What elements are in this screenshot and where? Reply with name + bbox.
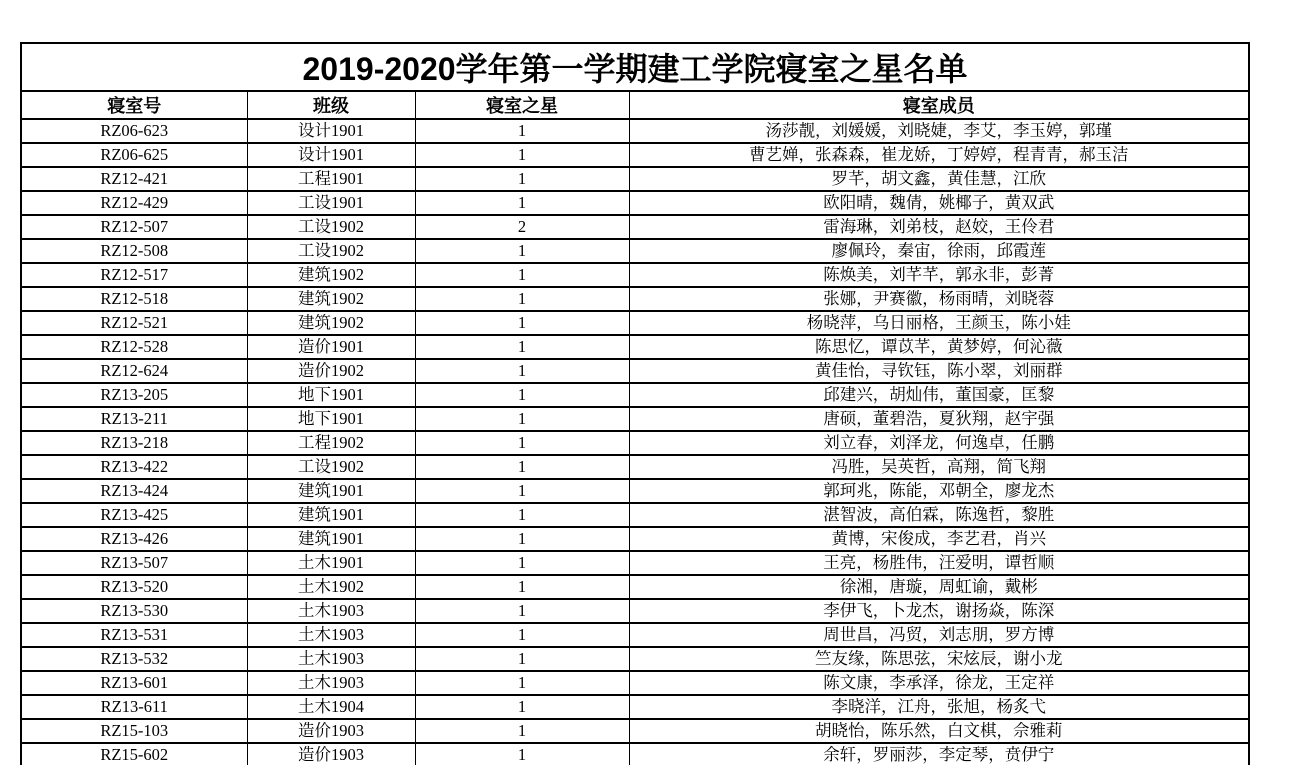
- table-row: [21, 383, 1249, 407]
- table-row: [21, 743, 1249, 765]
- members-cell: 陈焕美，刘芊芊，郭永非，彭菁: [629, 263, 1249, 287]
- stars-cell: 2: [415, 215, 629, 239]
- stars-cell: 1: [415, 407, 629, 431]
- room-cell: RZ12-508: [21, 239, 247, 263]
- table-row: [21, 143, 1249, 167]
- stars-cell: 1: [415, 551, 629, 575]
- stars-cell: 1: [415, 311, 629, 335]
- members-cell: 张娜，尹赛徽，杨雨晴，刘晓蓉: [629, 287, 1249, 311]
- class-cell: 设计1901: [247, 143, 415, 167]
- stars-cell: 1: [415, 287, 629, 311]
- members-cell: 邱建兴，胡灿伟，董国豪，匡黎: [629, 383, 1249, 407]
- stars-cell: 1: [415, 503, 629, 527]
- table-row: [21, 671, 1249, 695]
- stars-cell: 1: [415, 239, 629, 263]
- stars-cell: 1: [415, 383, 629, 407]
- table-title: 2019-2020学年第一学期建工学院寝室之星名单: [21, 43, 1249, 91]
- stars-cell: 1: [415, 623, 629, 647]
- room-cell: RZ13-425: [21, 503, 247, 527]
- room-cell: RZ13-530: [21, 599, 247, 623]
- members-cell: 汤莎靓，刘媛媛，刘晓婕，李艾，李玉婷，郭瑾: [629, 119, 1249, 143]
- class-cell: 土木1903: [247, 623, 415, 647]
- stars-cell: 1: [415, 479, 629, 503]
- table-row: [21, 455, 1249, 479]
- room-cell: RZ13-507: [21, 551, 247, 575]
- table-row: [21, 431, 1249, 455]
- class-cell: 土木1901: [247, 551, 415, 575]
- table-row: [21, 551, 1249, 575]
- class-cell: 工设1901: [247, 191, 415, 215]
- stars-cell: 1: [415, 695, 629, 719]
- class-cell: 工程1901: [247, 167, 415, 191]
- stars-cell: 1: [415, 263, 629, 287]
- room-cell: RZ13-611: [21, 695, 247, 719]
- room-cell: RZ15-103: [21, 719, 247, 743]
- members-cell: 周世昌，冯贸，刘志朋，罗方博: [629, 623, 1249, 647]
- table-row: [21, 527, 1249, 551]
- members-cell: 陈文康，李承泽，徐龙，王定祥: [629, 671, 1249, 695]
- stars-cell: 1: [415, 359, 629, 383]
- table-row: [21, 263, 1249, 287]
- room-cell: RZ06-623: [21, 119, 247, 143]
- members-cell: 李晓洋，江舟，张旭，杨炙弋: [629, 695, 1249, 719]
- stars-cell: 1: [415, 455, 629, 479]
- table-row: [21, 575, 1249, 599]
- table-row: [21, 719, 1249, 743]
- class-cell: 土木1902: [247, 575, 415, 599]
- class-cell: 土木1903: [247, 647, 415, 671]
- room-cell: RZ12-517: [21, 263, 247, 287]
- stars-cell: 1: [415, 527, 629, 551]
- room-cell: RZ13-422: [21, 455, 247, 479]
- room-cell: RZ12-507: [21, 215, 247, 239]
- table-row: [21, 215, 1249, 239]
- class-cell: 造价1901: [247, 335, 415, 359]
- class-cell: 土木1903: [247, 599, 415, 623]
- class-cell: 地下1901: [247, 383, 415, 407]
- members-cell: 郭珂兆，陈能，邓朝全，廖龙杰: [629, 479, 1249, 503]
- stars-cell: 1: [415, 335, 629, 359]
- table-row: [21, 119, 1249, 143]
- stars-cell: 1: [415, 167, 629, 191]
- stars-cell: 1: [415, 599, 629, 623]
- members-cell: 湛智波，高伯霖，陈逸哲，黎胜: [629, 503, 1249, 527]
- members-cell: 胡晓怡，陈乐然，白文棋，佘雅莉: [629, 719, 1249, 743]
- room-cell: RZ13-205: [21, 383, 247, 407]
- room-cell: RZ13-426: [21, 527, 247, 551]
- room-cell: RZ12-624: [21, 359, 247, 383]
- column-header-class: 班级: [247, 91, 415, 119]
- class-cell: 地下1901: [247, 407, 415, 431]
- room-cell: RZ13-532: [21, 647, 247, 671]
- room-cell: RZ13-601: [21, 671, 247, 695]
- stars-cell: 1: [415, 119, 629, 143]
- table-row: [21, 623, 1249, 647]
- stars-cell: 1: [415, 671, 629, 695]
- table-row: [21, 503, 1249, 527]
- class-cell: 工设1902: [247, 215, 415, 239]
- stars-cell: 1: [415, 191, 629, 215]
- room-cell: RZ12-421: [21, 167, 247, 191]
- class-cell: 设计1901: [247, 119, 415, 143]
- members-cell: 徐湘，唐璇，周虹谕，戴彬: [629, 575, 1249, 599]
- class-cell: 工设1902: [247, 455, 415, 479]
- members-cell: 黄佳怡，寻钦钰，陈小翠，刘丽群: [629, 359, 1249, 383]
- members-cell: 竺友缘，陈思弦，宋炫辰，谢小龙: [629, 647, 1249, 671]
- class-cell: 建筑1901: [247, 479, 415, 503]
- class-cell: 造价1903: [247, 719, 415, 743]
- room-cell: RZ13-218: [21, 431, 247, 455]
- class-cell: 建筑1902: [247, 287, 415, 311]
- class-cell: 土木1903: [247, 671, 415, 695]
- class-cell: 工设1902: [247, 239, 415, 263]
- class-cell: 建筑1901: [247, 503, 415, 527]
- members-cell: 曹艺婵，张森森，崔龙娇，丁婷婷，程青青，郝玉洁: [629, 143, 1249, 167]
- members-cell: 李伊飞，卜龙杰，谢扬焱，陈深: [629, 599, 1249, 623]
- title-row: [21, 43, 1249, 91]
- room-cell: RZ13-520: [21, 575, 247, 599]
- dorm-star-table: [20, 42, 1250, 765]
- class-cell: 工程1902: [247, 431, 415, 455]
- table-row: [21, 479, 1249, 503]
- table-row: [21, 647, 1249, 671]
- column-header-members: 寝室成员: [629, 91, 1249, 119]
- room-cell: RZ06-625: [21, 143, 247, 167]
- members-cell: 罗芊，胡文鑫，黄佳慧，江欣: [629, 167, 1249, 191]
- room-cell: RZ12-518: [21, 287, 247, 311]
- table-row: [21, 599, 1249, 623]
- table-row: [21, 239, 1249, 263]
- stars-cell: 1: [415, 143, 629, 167]
- stars-cell: 1: [415, 431, 629, 455]
- room-cell: RZ12-429: [21, 191, 247, 215]
- room-cell: RZ12-528: [21, 335, 247, 359]
- class-cell: 造价1902: [247, 359, 415, 383]
- class-cell: 土木1904: [247, 695, 415, 719]
- members-cell: 陈思忆，谭苡芊，黄梦婷，何沁薇: [629, 335, 1249, 359]
- room-cell: RZ13-211: [21, 407, 247, 431]
- table-row: [21, 167, 1249, 191]
- table-row: [21, 335, 1249, 359]
- class-cell: 建筑1902: [247, 263, 415, 287]
- members-cell: 黄博，宋俊成，李艺君，肖兴: [629, 527, 1249, 551]
- table-row: [21, 311, 1249, 335]
- stars-cell: 1: [415, 647, 629, 671]
- class-cell: 建筑1902: [247, 311, 415, 335]
- stars-cell: 1: [415, 743, 629, 765]
- members-cell: 刘立春，刘泽龙，何逸卓，任鹏: [629, 431, 1249, 455]
- class-cell: 造价1903: [247, 743, 415, 765]
- members-cell: 王亮，杨胜伟，汪爱明，谭哲顺: [629, 551, 1249, 575]
- class-cell: 建筑1901: [247, 527, 415, 551]
- room-cell: RZ13-424: [21, 479, 247, 503]
- members-cell: 冯胜，吴英哲，高翔，简飞翔: [629, 455, 1249, 479]
- column-header-room: 寝室号: [21, 91, 247, 119]
- table-row: [21, 407, 1249, 431]
- header-row: [21, 91, 1249, 119]
- members-cell: 余轩，罗丽莎，李定琴，贲伊宁: [629, 743, 1249, 765]
- stars-cell: 1: [415, 575, 629, 599]
- table-row: [21, 695, 1249, 719]
- members-cell: 廖佩玲，秦宙，徐雨，邱霞莲: [629, 239, 1249, 263]
- stars-cell: 1: [415, 719, 629, 743]
- table-body: [21, 119, 1249, 765]
- room-cell: RZ13-531: [21, 623, 247, 647]
- table-row: [21, 287, 1249, 311]
- table-row: [21, 191, 1249, 215]
- members-cell: 杨晓萍，乌日丽格，王颜玉，陈小娃: [629, 311, 1249, 335]
- room-cell: RZ12-521: [21, 311, 247, 335]
- table-row: [21, 359, 1249, 383]
- column-header-stars: 寝室之星: [415, 91, 629, 119]
- members-cell: 雷海琳，刘弟枝，赵姣，王伶君: [629, 215, 1249, 239]
- members-cell: 唐硕，董碧浩，夏狄翔，赵宇强: [629, 407, 1249, 431]
- room-cell: RZ15-602: [21, 743, 247, 765]
- members-cell: 欧阳晴，魏倩，姚椰子，黄双武: [629, 191, 1249, 215]
